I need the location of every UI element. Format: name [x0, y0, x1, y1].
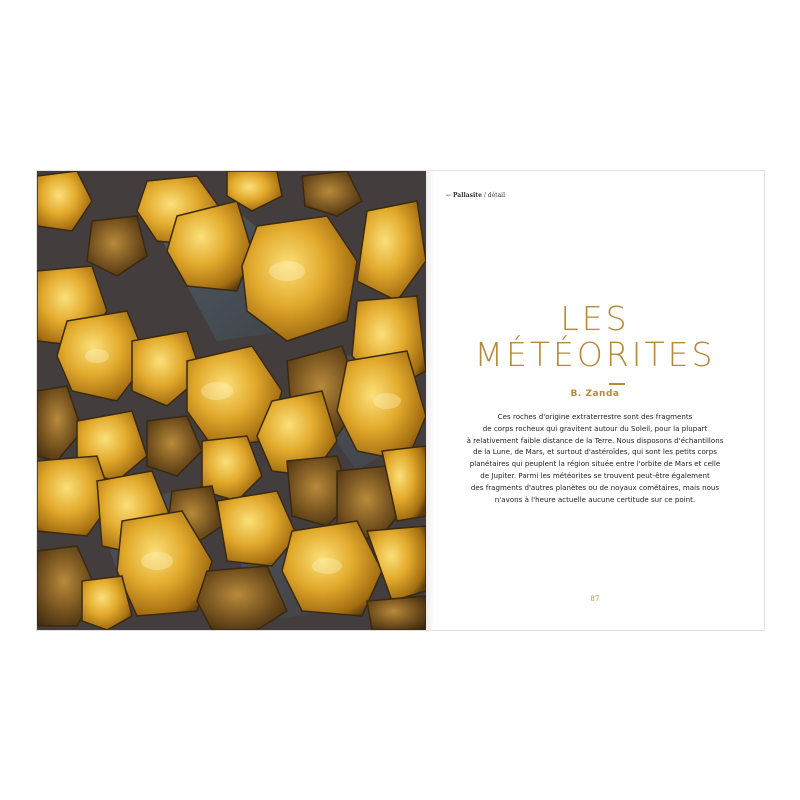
page-number: 87: [590, 595, 600, 603]
text-page: [426, 171, 764, 630]
body-line: des fragments d'autres planètes ou de noyaux cométaires, mais nous: [470, 482, 720, 492]
book-spread: [36, 170, 765, 631]
caption-detail: détail: [487, 192, 505, 199]
title-line-1: LES: [560, 299, 630, 338]
body-line: Ces roches d'origine extraterrestre sont des fragments: [497, 412, 693, 421]
intro-paragraph: [446, 411, 744, 505]
caption-arrow: ←: [446, 192, 452, 199]
title-line-2: MÉTÉORITES: [474, 335, 716, 374]
pallasite-photo: [37, 171, 426, 630]
author-name: B. Zanda: [570, 389, 620, 399]
title-rule: [609, 383, 625, 385]
body-line: à relativement faible distance de la Terre. Nous disposons d'échantillons: [466, 435, 724, 445]
image-caption: [446, 192, 505, 199]
body-line: de Jupiter. Parmi les météorites se trouvent peut-être également: [480, 470, 710, 480]
body-line: n'avons à l'heure actuelle aucune certitude sur ce point.: [494, 494, 696, 504]
body-line: planétaires qui peuplent la région située entre l'orbite de Mars et celle: [469, 459, 721, 469]
page-title: [426, 301, 764, 373]
pallasite-crystals-image: [37, 171, 426, 630]
body-line: de corps rocheux qui gravitent autour du Soleil, pour la plupart: [482, 423, 708, 433]
caption-separator: /: [483, 192, 486, 199]
body-line: de la Lune, de Mars, et surtout d'astéroïdes, qui sont les petits corps: [473, 447, 717, 457]
caption-label: Pallasite: [452, 192, 482, 199]
